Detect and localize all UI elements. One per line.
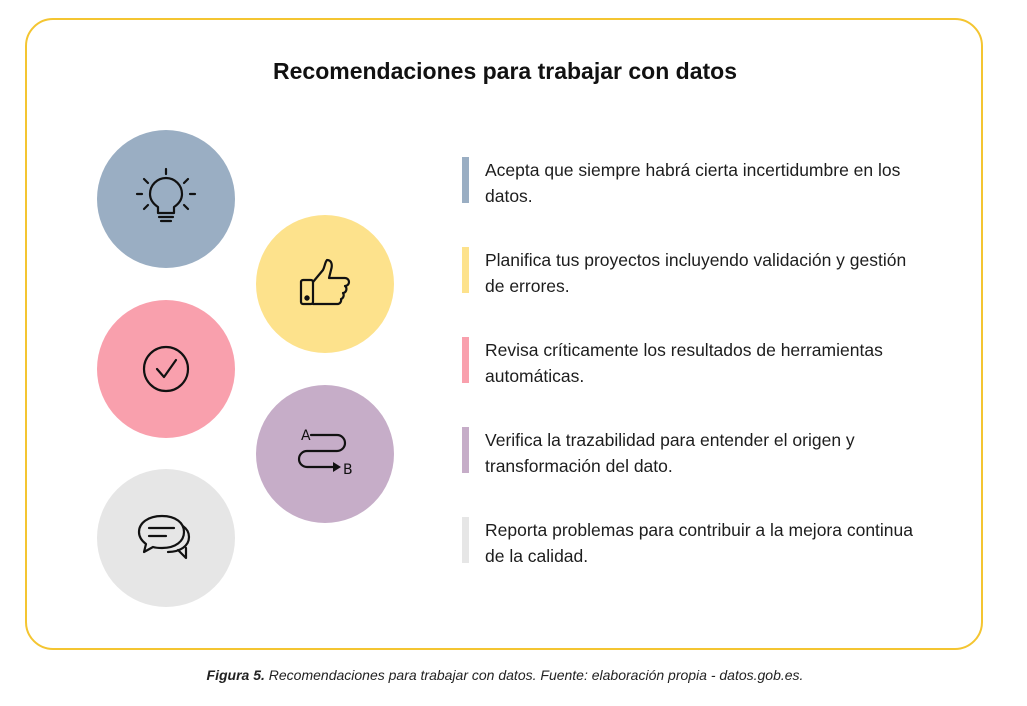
recommendation-text: Acepta que siempre habrá cierta incertidumbre en los datos. [485,160,901,206]
check-circle [97,300,235,438]
check-circle-icon [134,337,198,401]
figure-caption [0,667,1010,683]
recommendation-text: Planifica tus proyectos incluyendo validación y gestión de errores. [485,250,907,296]
recommendation-text: Revisa críticamente los resultados de herramientas automáticas. [485,340,883,386]
recommendation-text: Reporta problemas para contribuir a la mejora continua de la calidad. [485,520,914,566]
label-a: A [301,428,311,444]
label-b: B [343,462,353,478]
chat-circle [97,469,235,607]
thumbs-up-circle [256,215,394,353]
thumbs-up-icon [293,252,357,316]
color-bar [462,157,469,203]
color-bar [462,517,469,563]
color-bar [462,337,469,383]
lightbulb-icon [134,167,198,231]
page-title: Recomendaciones para trabajar con datos [273,58,737,84]
caption-text: Recomendaciones para trabajar con datos. Fuente: elaboración propia - datos.gob.es. [264,667,804,683]
recommendation-text: Verifica la trazabilidad para entender el origen y transformación del dato. [485,430,855,476]
color-bar [462,247,469,293]
color-bar [462,427,469,473]
a-to-b-path-icon [293,422,357,486]
chat-bubbles-icon [134,506,198,570]
lightbulb-circle [97,130,235,268]
caption-label: Figura 5. [206,667,265,683]
path-circle [256,385,394,523]
